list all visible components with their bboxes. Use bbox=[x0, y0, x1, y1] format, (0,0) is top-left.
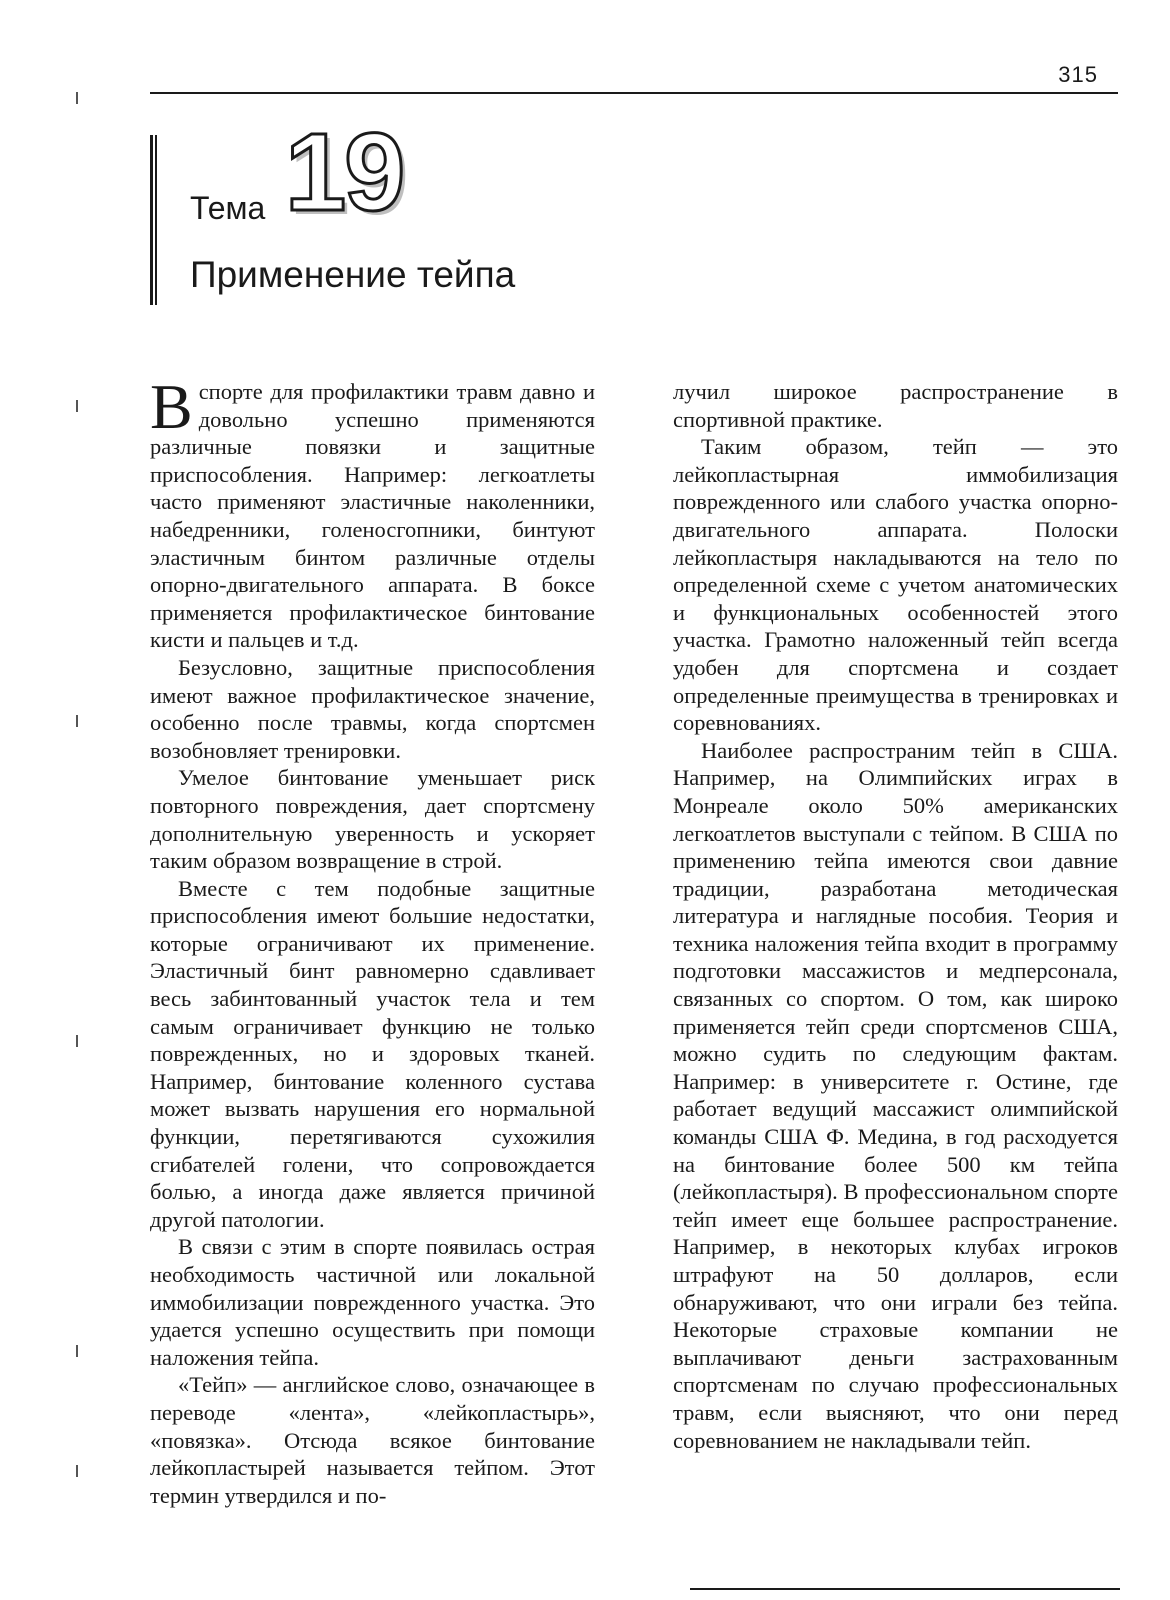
body-columns bbox=[150, 371, 1118, 1509]
right-column bbox=[673, 378, 1118, 1509]
chapter-title: Применение тейпа bbox=[190, 254, 516, 295]
paragraph: Умелое бинтование уменьшает риск повторного повреждения, дает спортсмену дополнительную уверенность и ускоряет таким образом возвращение в строй. bbox=[150, 765, 595, 874]
page-number: 315 bbox=[1058, 62, 1098, 87]
paragraph-text: спорте для профилактики травм давно и довольно успешно применяются различные повязки и защитные приспособления. Например: легкоатлеты часто применяют эластичные наколенники, набедренники, голеносгопники, бинтуют эластичным бинтом различные отделы опорно-двигательного аппарата. В боксе применяется профилактическое бинтование кисти и пальцев и т.д. bbox=[150, 379, 595, 653]
title-bar bbox=[150, 135, 157, 305]
margin-mark bbox=[76, 715, 78, 727]
paragraph: Безусловно, защитные приспособления имеют важное профилактическое значение, особенно после травмы, когда спортсмен возобновляет тренировки. bbox=[150, 654, 595, 763]
margin-mark bbox=[76, 92, 78, 104]
paragraph: Таким образом, тейп — это лейкопластырная иммобилизация поврежденного или слабого участка опорно-двигательного аппарата. Полоски лейкопластыря накладываются на тело по определенной схеме с учетом анатомических и функциональных особенностей этого участка. Грамотно наложенный тейп всегда удобен для спортсмена и создает определенные преимущества в тренировках и соревнованиях. bbox=[673, 434, 1118, 736]
margin-mark bbox=[76, 1345, 78, 1357]
drop-cap: В bbox=[150, 371, 193, 442]
margin-mark bbox=[76, 400, 78, 412]
paragraph bbox=[150, 371, 595, 654]
paragraph: Вместе с тем подобные защитные приспособления имеют большие недостатки, которые ограничивают их применение. Эластичный бинт равномерно сдавливает весь забинтованный участок тела и тем самым ограничивает функцию не только поврежденных, но и здоровых тканей. Например, бинтование коленного сустава может вызвать нарушения его нормальной функции, перетягиваются сухожилия сгибателей голени, что сопровождается болью, а иногда даже является причиной другой патологии. bbox=[150, 875, 595, 1232]
paragraph: «Тейп» — английское слово, означающее в переводе «лента», «лейкопластырь», «повязка». Отсюда всякое бинтование лейкопластырей называется тейпом. Этот термин утвердился и по- bbox=[150, 1372, 595, 1508]
margin-mark bbox=[76, 1035, 78, 1047]
paragraph: Наиболее распространим тейп в США. Например, на Олимпийских играх в Монреале около 50% американских легкоатлетов выступали с тейпом. В США по применению тейпа имеются свои давние традиции, разработана методическая литература и наглядные пособия. Теория и техника наложения тейпа входит в программу подготовки массажистов и медперсонала, связанных со спортом. О том, как широко применяется тейп среди спортсменов США, можно судить по следующим фактам. Например: в университете г. Остине, где работает ведущий массажист олимпийской команды США Ф. Медина, в год расходуется на бинтование более 500 км тейпа (лейкопластыря). В профессиональном спорте тейп имеет еще большее распространение. Например, в некоторых клубах игроков штрафуют на 50 долларов, если обнаруживают, что они играли без тейпа. Некоторые страховые компании не выплачивают деньги застрахованным спортсменам по случаю профессиональных травм, если выясняют, что они перед соревнованием не накладывали тейп. bbox=[673, 737, 1118, 1453]
topic-label: Тема bbox=[190, 190, 266, 226]
footer-rule bbox=[690, 1588, 1120, 1590]
header-rule bbox=[150, 92, 1118, 94]
paragraph: В связи с этим в спорте появилась острая необходимость частичной или локальной иммобилизации поврежденного участка. Это удается успешно осуществить при помощи наложения тейпа. bbox=[150, 1234, 595, 1370]
paragraph: лучил широкое распространение в спортивной практике. bbox=[673, 379, 1118, 432]
left-column bbox=[150, 371, 595, 1509]
topic-number: 19 bbox=[285, 111, 404, 234]
margin-mark bbox=[76, 1465, 78, 1477]
